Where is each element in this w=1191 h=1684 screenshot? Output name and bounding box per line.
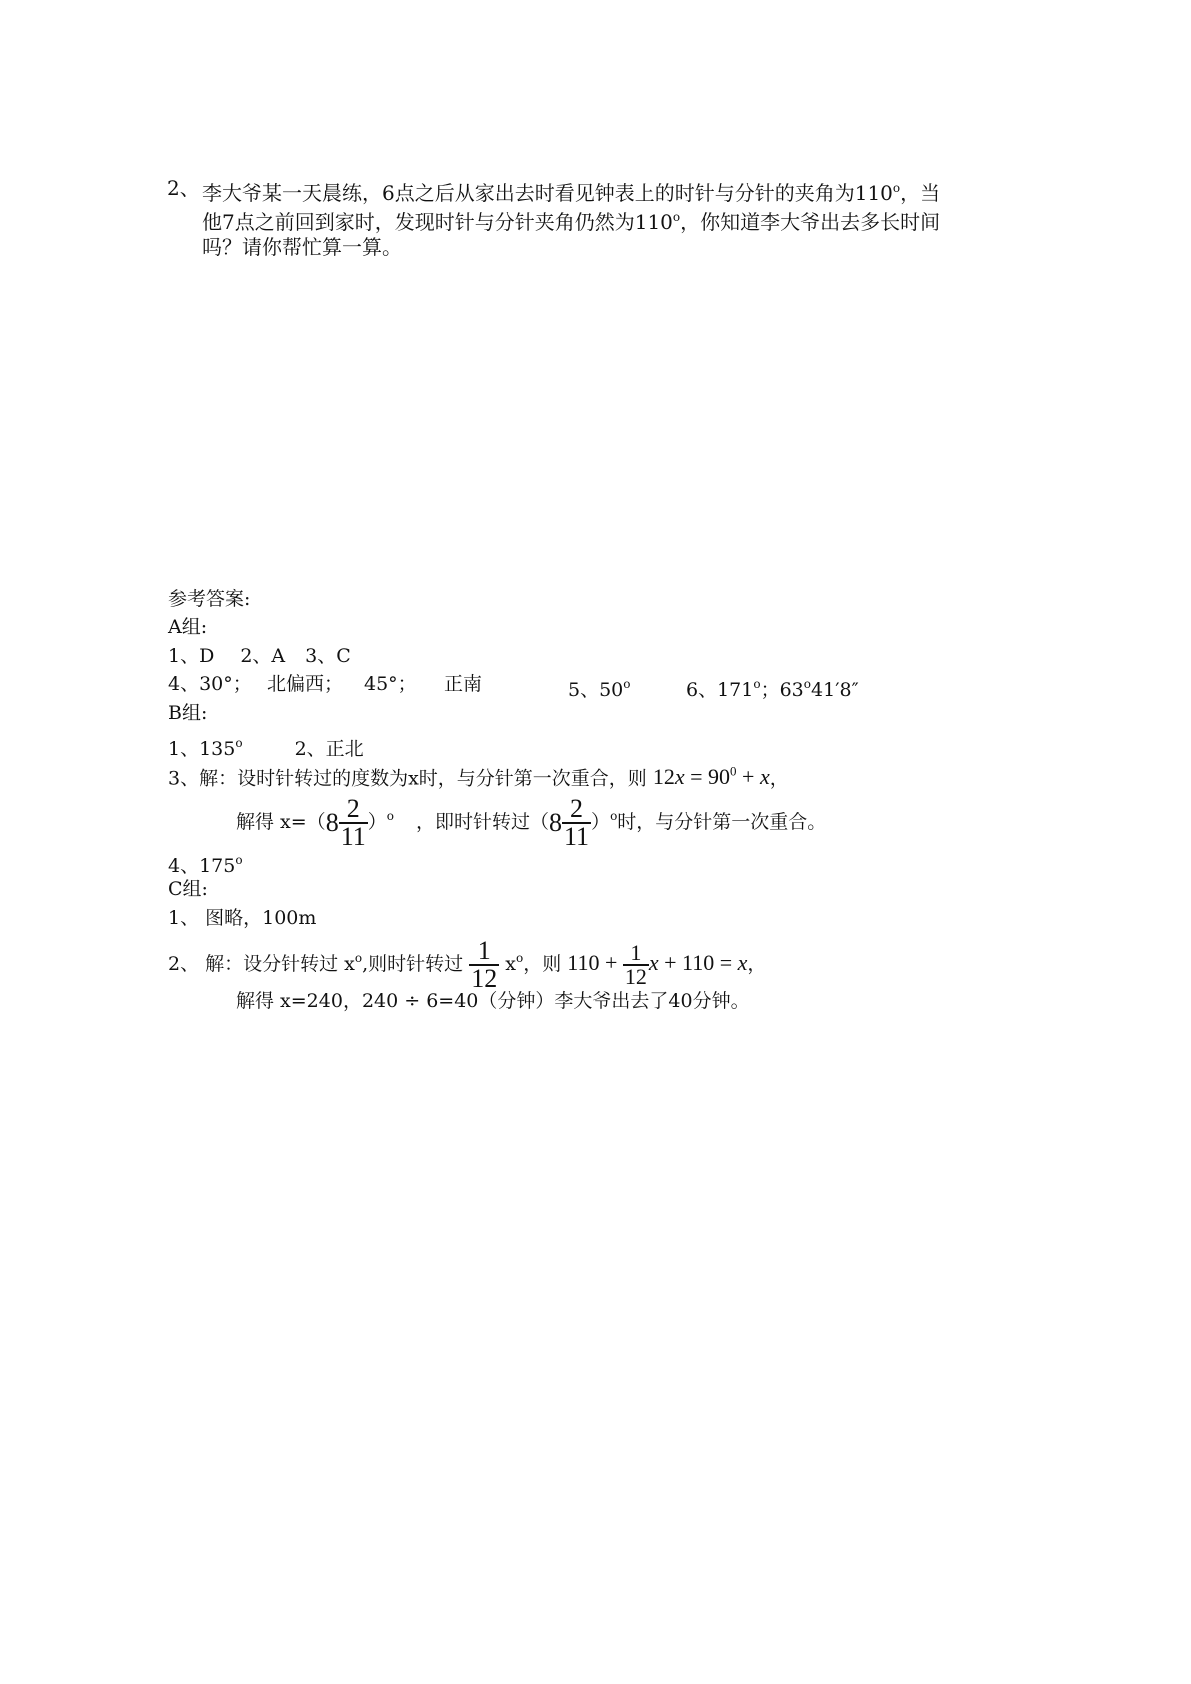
question-line-1 bbox=[202, 176, 940, 205]
group-b-q3-line-2 bbox=[236, 788, 826, 851]
answer-b2: 2、正北 bbox=[294, 738, 364, 760]
answer-a4-part1: 4、30°； bbox=[168, 673, 252, 695]
group-b-row-4 bbox=[168, 848, 243, 878]
answer-b3-sol-e: 时，与分针第一次重合。 bbox=[617, 811, 827, 833]
group-b-heading: B组: bbox=[168, 702, 208, 724]
group-b-q3-line-1 bbox=[168, 760, 789, 790]
degree-mark: o bbox=[610, 809, 618, 823]
degree-mark: o bbox=[515, 951, 524, 965]
group-c-q2-line-2: 解得 x=240，240 ÷ 6=40（分钟）李大爷出去了40分钟。 bbox=[236, 990, 750, 1012]
answer-b3-equation: $12x = 90^0 + x$ bbox=[652, 764, 770, 790]
fraction-2-11: $\frac{2}{11}$ bbox=[340, 794, 366, 851]
degree-mark: o bbox=[753, 677, 761, 691]
answer-b3-sol-b: ） bbox=[367, 811, 387, 833]
question-line-1-text: 李大爷某一天晨练，6点之后从家出去时看见钟表上的时针与分针的夹角为110 bbox=[202, 181, 893, 205]
group-c-heading: C组: bbox=[168, 878, 208, 900]
degree-mark: o bbox=[892, 181, 901, 195]
question-line-3: 吗？请你帮忙算一算。 bbox=[202, 235, 402, 259]
group-c-row-1: 1、 图略，100m bbox=[168, 907, 317, 929]
answer-b4: 4、175 bbox=[168, 855, 236, 877]
question-line-2 bbox=[202, 205, 940, 234]
answer-b1: 1、135 bbox=[168, 738, 236, 760]
answer-c2-d: ，则 bbox=[523, 953, 562, 975]
answer-a6: 6、171 bbox=[686, 679, 754, 701]
answer-b3-sol-d: ） bbox=[591, 811, 611, 833]
answer-a4-part2: 北偏西； bbox=[267, 673, 344, 695]
fraction-1-12: $\frac{1}{12}$ bbox=[471, 936, 498, 993]
answer-b3-sol-a: 解得 x=（ bbox=[236, 811, 326, 833]
degree-mark: o bbox=[235, 736, 243, 750]
degree-mark: o bbox=[672, 210, 681, 224]
mixed-whole: 8 bbox=[325, 808, 339, 837]
answer-a2: 2、A bbox=[240, 645, 286, 667]
degree-mark: o bbox=[386, 809, 394, 823]
answer-a5: 5、50 bbox=[568, 679, 624, 701]
group-b-row-1 bbox=[168, 731, 364, 761]
answer-c2-b: ,则时针转过 bbox=[362, 953, 464, 975]
answer-c2-c: x bbox=[499, 953, 516, 975]
group-c-q2-line-1 bbox=[168, 934, 766, 992]
degree-mark: o bbox=[235, 853, 243, 867]
mixed-whole: 8 bbox=[549, 808, 562, 837]
answer-a6-part3: 41′8″ bbox=[811, 679, 859, 701]
answer-a6-part2: ；63 bbox=[760, 679, 804, 701]
answer-b3-sol-c: ，即时针转过（ bbox=[415, 811, 549, 833]
question-number: 2、 bbox=[167, 176, 200, 200]
answer-b3-text: 3、解：设时针转过的度数为x时，与分针第一次重合，则 bbox=[168, 767, 647, 790]
question-line-1-tail: ，当 bbox=[900, 181, 941, 205]
answer-c2-equation: 110 + $\frac{1}{12}$ x + 110 = x bbox=[567, 939, 748, 989]
degree-mark: o bbox=[354, 951, 363, 965]
degree-mark: o bbox=[623, 677, 631, 691]
group-a-heading: A组: bbox=[168, 616, 208, 638]
answer-c2-a: 2、 解：设分针转过 x bbox=[168, 953, 355, 975]
question-line-2-b: ，你知道李大爷出去多长时间 bbox=[680, 210, 941, 234]
comma: ， bbox=[747, 953, 767, 975]
comma: ， bbox=[769, 767, 789, 790]
answer-a4-part3: 45°； bbox=[364, 673, 417, 695]
fraction-2-11: $\frac{2}{11}$ bbox=[564, 794, 590, 851]
answer-a4-part4: 正南 bbox=[444, 673, 483, 695]
answer-a1: 1、D bbox=[168, 645, 215, 667]
answers-heading: 参考答案: bbox=[168, 588, 251, 610]
fraction-1-12-small: $\frac{1}{12}$ bbox=[624, 939, 647, 989]
question-line-2-a: 他7点之前回到家时，发现时针与分针夹角仍然为110 bbox=[202, 210, 673, 234]
answer-a3: 3、C bbox=[305, 645, 351, 667]
degree-mark: o bbox=[803, 677, 812, 691]
group-a-row-1 bbox=[168, 644, 351, 668]
